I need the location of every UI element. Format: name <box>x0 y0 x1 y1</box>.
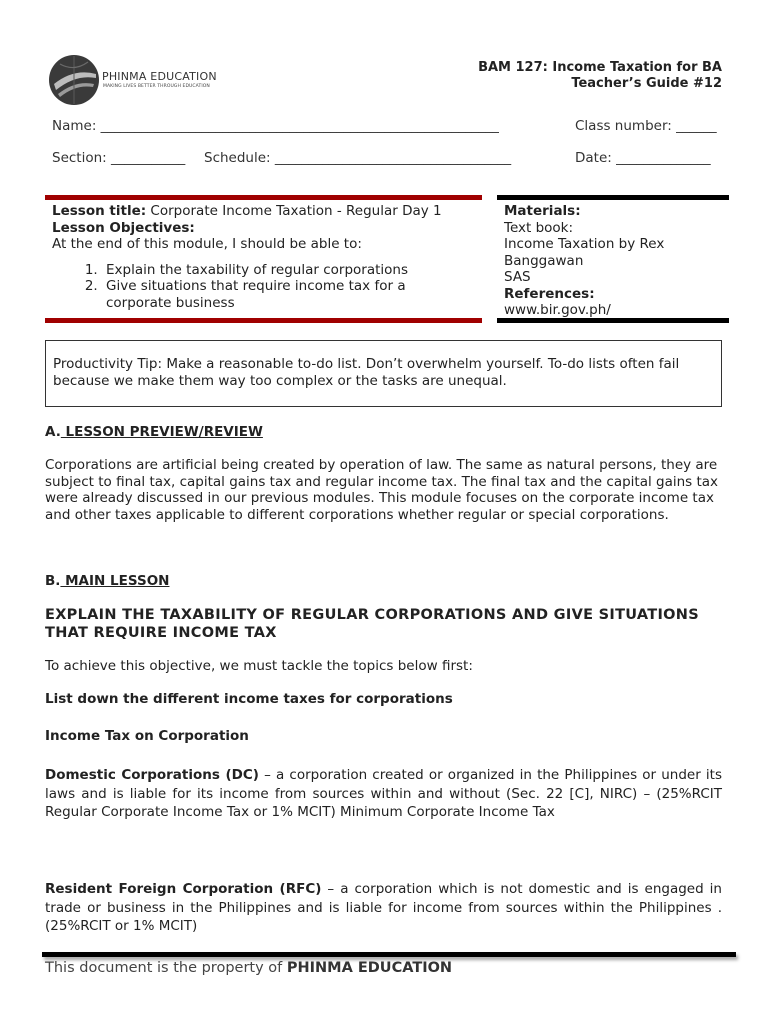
section-field: Section: ___________ <box>52 150 186 166</box>
subheading-income-tax-corporation: Income Tax on Corporation <box>45 728 249 744</box>
references-label: References: <box>504 285 595 302</box>
textbook-label: Text book: <box>504 219 574 236</box>
subheading-income-taxes: List down the different income taxes for corporations <box>45 691 453 707</box>
list-item: 2. Give situations that require income tax for a corporate business <box>102 278 475 311</box>
reference-link[interactable]: www.bir.gov.ph/ <box>504 302 611 318</box>
logo-text: PHINMA EDUCATION <box>102 70 217 83</box>
logo-tagline: MAKING LIVES BETTER THROUGH EDUCATION <box>103 84 210 89</box>
section-a-body: Corporations are artificial being created by operation of law. The same as natural persons, they are subject to final tax, capital gains tax and regular income tax. The final tax and the capital gains tax were already discussed in our previous modules. This module focuses on the corporate income tax and other taxes applicable to different corporations whether regular or special corporations. <box>45 457 719 523</box>
materials-box <box>497 195 729 323</box>
domestic-corporation-definition: Domestic Corporations (DC) – a corporation created or organized in the Philippines or under its laws and is liable for its income from sources within and without (Sec. 22 [C], NIRC) – (25%RCIT Regular Corporate Income Tax or 1% MCIT) Minimum Corporate Income Tax <box>45 767 722 820</box>
sas-label: SAS <box>504 269 531 285</box>
section-b-heading: B. MAIN LESSON <box>45 573 170 589</box>
resident-foreign-corporation-definition: Resident Foreign Corporation (RFC) – a corporation which is not domestic and is engaged in trade or business in the Philippines and is liable for income from sources within the Philippines . (25%RCIT or 1% MCIT) <box>45 881 722 934</box>
footer-text: This document is the property of PHINMA EDUCATION <box>45 960 453 976</box>
lesson-title: Lesson title: Corporate Income Taxation - Regular Day 1 <box>52 203 442 219</box>
objective-intro: To achieve this objective, we must tackle the topics below first: <box>45 658 473 674</box>
productivity-tip: Productivity Tip: Make a reasonable to-do list. Don’t overwhelm yourself. To-do lists often fail because we make them way too complex or the tasks are unequal. <box>45 340 722 407</box>
footer-divider <box>42 952 736 957</box>
logo-emblem-icon <box>48 54 100 106</box>
course-title: BAM 127: Income Taxation for BA <box>478 60 722 75</box>
objective-heading: EXPLAIN THE TAXABILITY OF REGULAR CORPORATIONS AND GIVE SITUATIONS THAT REQUIRE INCOME TAX <box>45 607 699 641</box>
textbook-title: Income Taxation by Rex Banggawan <box>504 236 665 269</box>
objectives-intro: At the end of this module, I should be able to: <box>52 236 362 252</box>
phinma-logo <box>48 54 223 106</box>
materials-label: Materials: <box>504 203 581 219</box>
objectives-list <box>52 262 475 312</box>
name-field: Name: ___________________________________________________________ <box>52 118 499 134</box>
class-number-field: Class number: ______ <box>575 118 717 134</box>
course-header <box>478 60 722 92</box>
objectives-label: Lesson Objectives: <box>52 219 195 236</box>
list-item: 1. Explain the taxability of regular corporations <box>102 262 475 279</box>
date-field: Date: ______________ <box>575 150 711 166</box>
guide-number: Teacher’s Guide #12 <box>571 76 722 91</box>
schedule-field: Schedule: ___________________________________ <box>204 150 512 166</box>
section-a-heading: A. LESSON PREVIEW/REVIEW <box>45 424 263 440</box>
lesson-box <box>45 195 482 323</box>
